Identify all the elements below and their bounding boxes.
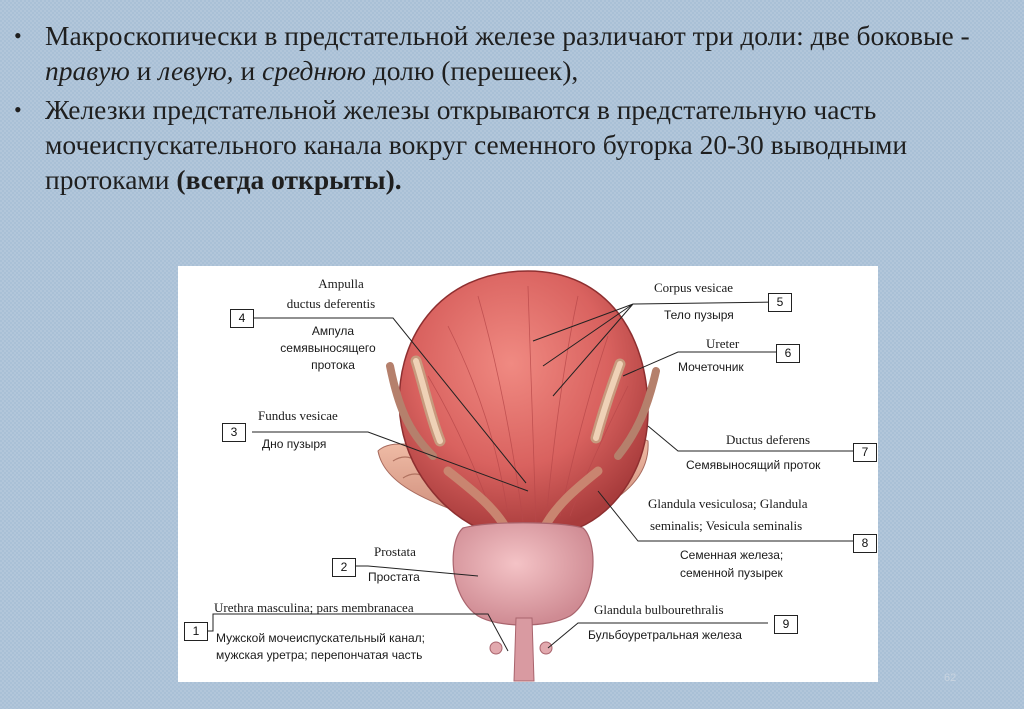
bullet-text: и	[233, 55, 263, 86]
label-ampulla-ru-1: Ампула	[311, 324, 355, 338]
number-box-9: 9	[774, 615, 798, 634]
bullet-text: и	[129, 55, 159, 86]
label-urethra-ru-1: Мужской мочеиспускательный канал;	[216, 631, 425, 645]
label-glandula-ru-1: Семенная железа;	[680, 548, 784, 562]
label-glandula-latin-2: seminalis; Vesicula seminalis	[650, 518, 803, 533]
label-bulbo-latin: Glandula bulbourethralis	[594, 602, 724, 617]
anatomy-figure	[178, 266, 878, 682]
label-ampulla-latin-2: ductus deferentis	[286, 296, 376, 311]
label-fundus-latin: Fundus vesicae	[258, 408, 338, 423]
label-corpus-ru: Тело пузыря	[664, 308, 734, 322]
label-prostata-latin: Prostata	[374, 544, 416, 559]
label-bulbo-ru: Бульбоуретральная железа	[588, 628, 742, 642]
emphasis-left: левую,	[158, 55, 234, 86]
label-ampulla-ru-3: протока	[311, 358, 355, 372]
number-box-5: 5	[768, 293, 792, 312]
prostate	[453, 523, 593, 625]
number-box-1: 1	[184, 622, 208, 641]
slide-text	[14, 18, 1004, 201]
number-box-7: 7	[853, 443, 877, 462]
page-number: 62	[944, 672, 957, 684]
label-ampulla-latin-1: Ampulla	[318, 276, 364, 291]
bullet-text: Макроскопически в предстательной железе различают три доли: две боковые -	[45, 20, 970, 51]
bold-always-open: (всегда открыты).	[176, 164, 402, 195]
label-ureter-ru: Мочеточник	[678, 360, 744, 374]
number-box-3: 3	[222, 423, 246, 442]
label-ureter-latin: Ureter	[706, 336, 740, 351]
label-urethra-ru-2: мужская уретра; перепончатая часть	[216, 648, 423, 662]
bullet-lobes	[14, 18, 1004, 88]
number-box-6: 6	[776, 344, 800, 363]
number-box-2: 2	[332, 558, 356, 577]
label-ductus-ru: Семявыносящий проток	[686, 458, 821, 472]
label-glandula-ru-2: семенной пузырек	[680, 566, 783, 580]
label-prostata-ru: Простата	[368, 570, 420, 584]
label-glandula-latin-1: Glandula vesiculosa; Glandula	[648, 496, 808, 511]
bullet-ducts	[14, 92, 1004, 197]
number-box-4: 4	[230, 309, 254, 328]
label-corpus-latin: Corpus vesicae	[654, 280, 734, 295]
number-box-8: 8	[853, 534, 877, 553]
bullet-text: долю (перешеек),	[365, 55, 579, 86]
emphasis-middle: среднюю	[262, 55, 366, 86]
label-urethra-latin: Urethra masculina; pars membranacea	[214, 600, 414, 615]
urethra	[490, 618, 552, 681]
label-ampulla-ru-2: семявыносящего	[280, 341, 376, 355]
emphasis-right: правую	[45, 55, 130, 86]
label-ductus-latin: Ductus deferens	[726, 432, 811, 447]
bullet-text: Железки предстательной железы открываются в предстательную часть мочеиспускательного канала вокруг семенного бугорка 20-30 выводными протоками	[45, 94, 908, 195]
label-fundus-ru: Дно пузыря	[262, 437, 327, 451]
